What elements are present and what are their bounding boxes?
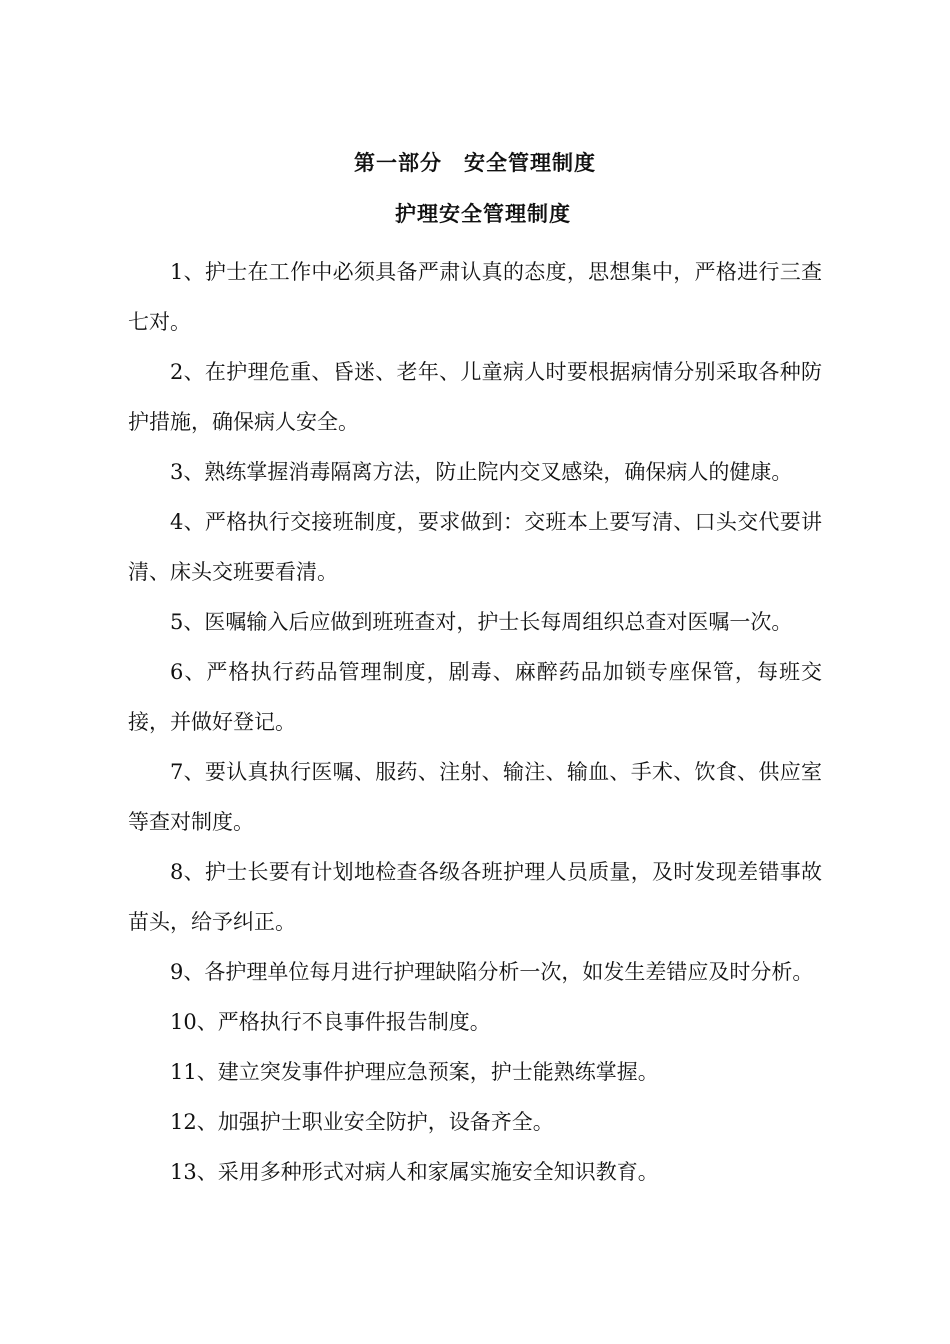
rule-item-12: 12、加强护士职业安全防护，设备齐全。 [170,1110,554,1134]
rule-item-4: 4、严格执行交接班制度，要求做到：交班本上要写清、口头交代要讲清、床头交班要看清。 [128,510,822,584]
part-title: 第一部分 安全管理制度 [354,151,596,175]
rule-item-8: 8、护士长要有计划地检查各级各班护理人员质量，及时发现差错事故苗头，给予纠正。 [128,860,822,934]
rule-item-5: 5、医嘱输入后应做到班班查对，护士长每周组织总查对医嘱一次。 [170,610,793,634]
document-title: 护理安全管理制度 [395,202,571,226]
rule-item-10: 10、严格执行不良事件报告制度。 [170,1010,491,1034]
rules-list [128,247,822,1197]
rule-item-9: 9、各护理单位每月进行护理缺陷分析一次，如发生差错应及时分析。 [170,960,814,984]
rule-item-3: 3、熟练掌握消毒隔离方法，防止院内交叉感染，确保病人的健康。 [170,460,793,484]
rule-item-11: 11、建立突发事件护理应急预案，护士能熟练掌握。 [170,1060,659,1084]
rule-item-13: 13、采用多种形式对病人和家属实施安全知识教育。 [170,1160,659,1184]
rule-item-7: 7、要认真执行医嘱、服药、注射、输注、输血、手术、饮食、供应室等查对制度。 [128,760,822,834]
rule-item-6: 6、严格执行药品管理制度，剧毒、麻醉药品加锁专座保管，每班交接，并做好登记。 [128,660,822,734]
rule-item-1: 1、护士在工作中必须具备严肃认真的态度，思想集中，严格进行三查七对。 [128,260,822,334]
rule-item-2: 2、在护理危重、昏迷、老年、儿童病人时要根据病情分别采取各种防护措施，确保病人安全。 [128,360,822,434]
